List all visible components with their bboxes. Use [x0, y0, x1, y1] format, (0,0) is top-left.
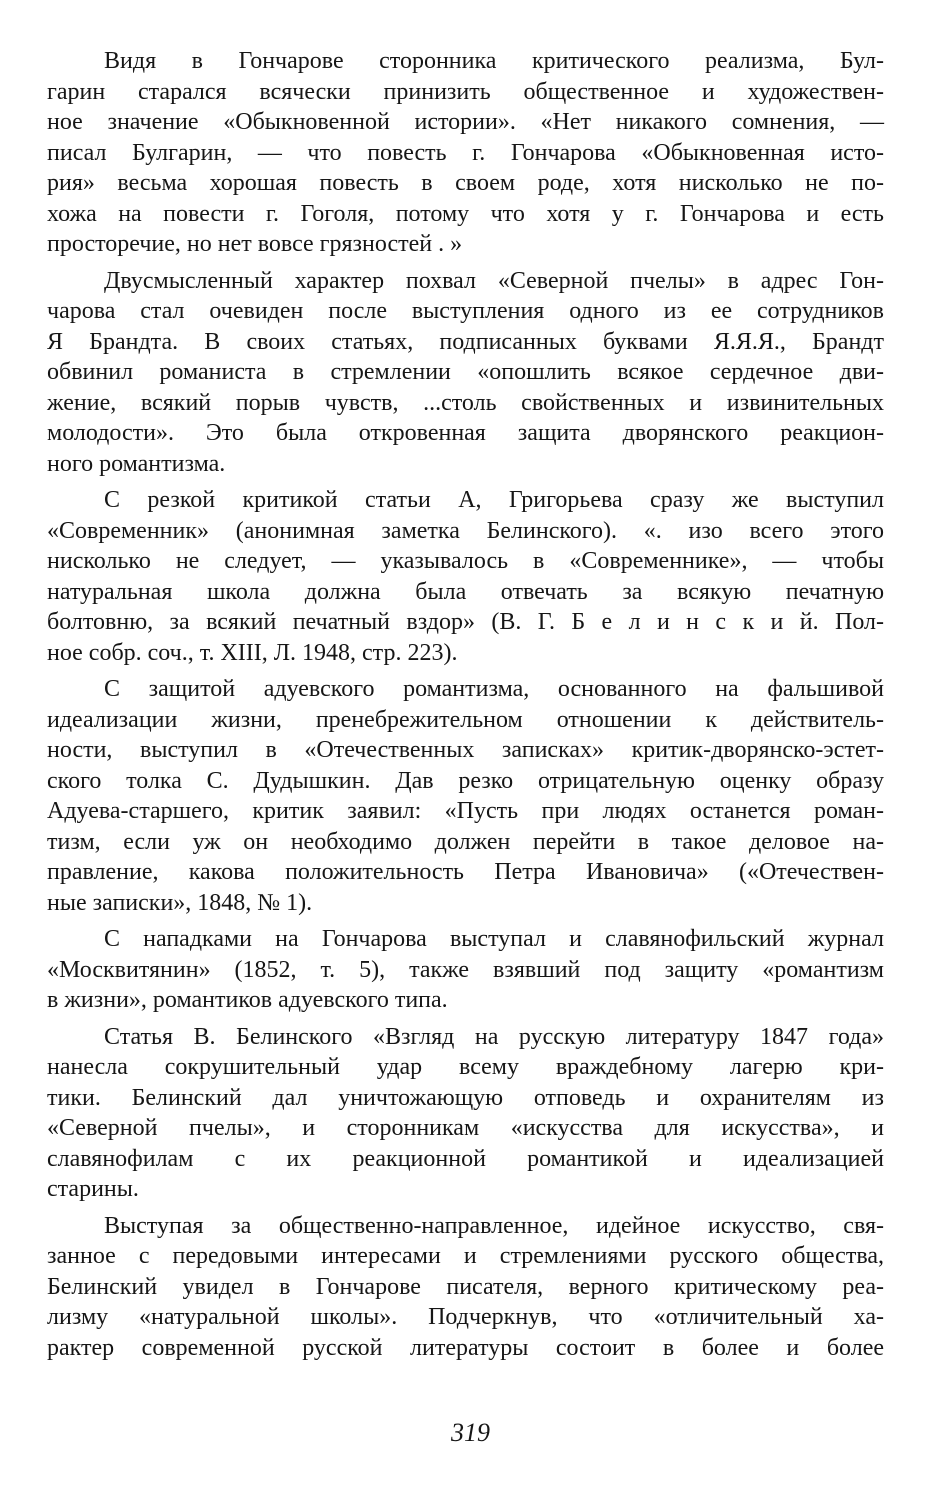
paragraph-1: [47, 46, 884, 260]
text-line: Двусмысленный характер похвал «Северной пчелы» в адрес Гон-: [104, 267, 884, 294]
paragraph-3: [47, 485, 884, 668]
text-line: болтовню, за всякий печатный вздор» (В. Г. Б е л и н с к и й. Пол-: [47, 609, 884, 635]
text-line: молодости». Это была откровенная защита дворянского реакцион-: [47, 420, 884, 446]
text-line: нанесла сокрушительный удар всему враждебному лагерю кри-: [47, 1054, 884, 1080]
text-line: хожа на повести г. Гоголя, потому что хотя у г. Гончарова и есть: [47, 200, 884, 227]
text-line: чарова стал очевиден после выступления одного из ее сотрудников: [47, 298, 884, 324]
text-line: рия» весьма хорошая повесть в своем роде, хотя нисколько не по-: [47, 170, 884, 196]
text-line: С нападками на Гончарова выступал и славянофильский журнал: [104, 926, 884, 952]
text-line: писал Булгарин, — что повесть г. Гончарова «Обыкновенная исто-: [47, 139, 884, 166]
text-line: нисколько не следует, — указывалось в «Современнике», — чтобы: [47, 548, 884, 574]
text-line: Адуева-старшего, критик заявил: «Пусть при людях останется роман-: [47, 798, 884, 824]
text-line: ные записки», 1848, № 1).: [47, 889, 313, 916]
paragraph-4: [47, 674, 884, 918]
paragraph-7: [47, 1211, 884, 1364]
text-line: занное с передовыми интересами и стремлениями русского общества,: [47, 1243, 884, 1269]
text-line: славянофилам с их реакционной романтикой и идеализацией: [47, 1145, 884, 1172]
paragraph-5: [47, 924, 884, 1016]
text-line: С резкой критикой статьи А, Григорьева сразу же выступил: [104, 487, 884, 513]
text-line: натуральная школа должна была отвечать за всякую печатную: [47, 578, 884, 605]
paragraph-2: [47, 266, 884, 480]
text-line: простоpечие, но нет вовсе грязностей . »: [47, 231, 463, 257]
text-line: рактер современной русской литературы состоит в более и более: [47, 1334, 884, 1361]
text-line: Статья В. Белинского «Взгляд на русскую литературу 1847 года»: [104, 1023, 884, 1050]
text-line: «Москвитянин» (1852, т. 5), также взявший под защиту «романтизм: [47, 956, 884, 983]
text-line: ского толка С. Дудышкин. Дав резко отрицательную оценку образу: [47, 767, 884, 794]
text-line: жение, всякий порыв чувств, ...столь свойственных и извинительных: [47, 389, 884, 416]
page-number: 319: [451, 1418, 490, 1447]
text-line: Я Брандта. В своих статьях, подписанных буквами Я.Я.Я., Брандт: [47, 328, 884, 355]
text-line: обвинил романиста в стремлении «опошлить всякое сердечное дви-: [47, 359, 884, 385]
text-line: ное значение «Обыкновенной истории». «Нет никакого сомнения, —: [47, 109, 884, 135]
text-line: Видя в Гончарове сторонника критического реализма, Бул-: [104, 48, 884, 74]
text-line: тики. Белинский дал уничтожающую отповедь и охранителям из: [47, 1084, 884, 1111]
text-line: тизм, если уж он необходимо должен перейти в такое деловое на-: [47, 828, 884, 855]
text-line: лизму «натуральной школы». Подчеркнув, что «отличительный ха-: [47, 1304, 884, 1330]
text-line: ного романтизма.: [47, 450, 226, 477]
page-body: [47, 46, 884, 1369]
text-line: «Северной пчелы», и сторонникам «искусства для искусства», и: [47, 1115, 884, 1141]
paragraph-6: [47, 1022, 884, 1205]
text-line: ности, выступил в «Отечественных записках» критик-дворянско-эстет-: [47, 737, 884, 763]
text-line: правление, какова положительность Петра Ивановича» («Отечествен-: [47, 859, 884, 885]
text-line: С защитой адуевского романтизма, основанного на фальшивой: [104, 676, 884, 702]
text-line: ное собр. соч., т. XIII, Л. 1948, стр. 223).: [47, 639, 458, 666]
text-line: «Современник» (анонимная заметка Белинского). «. изо всего этого: [47, 517, 884, 544]
text-line: идеализации жизни, пренебрежительном отношении к действитель-: [47, 706, 884, 733]
text-line: старины.: [47, 1176, 139, 1202]
text-line: Выступая за общественно-направленное, идейное искусство, свя-: [104, 1212, 884, 1239]
text-line: гарин старался всячески принизить общественное и художествен-: [47, 78, 884, 105]
text-line: Белинский увидел в Гончарове писателя, верного критическому реа-: [47, 1273, 884, 1300]
text-line: в жизни», романтиков адуевского типа.: [47, 987, 448, 1013]
